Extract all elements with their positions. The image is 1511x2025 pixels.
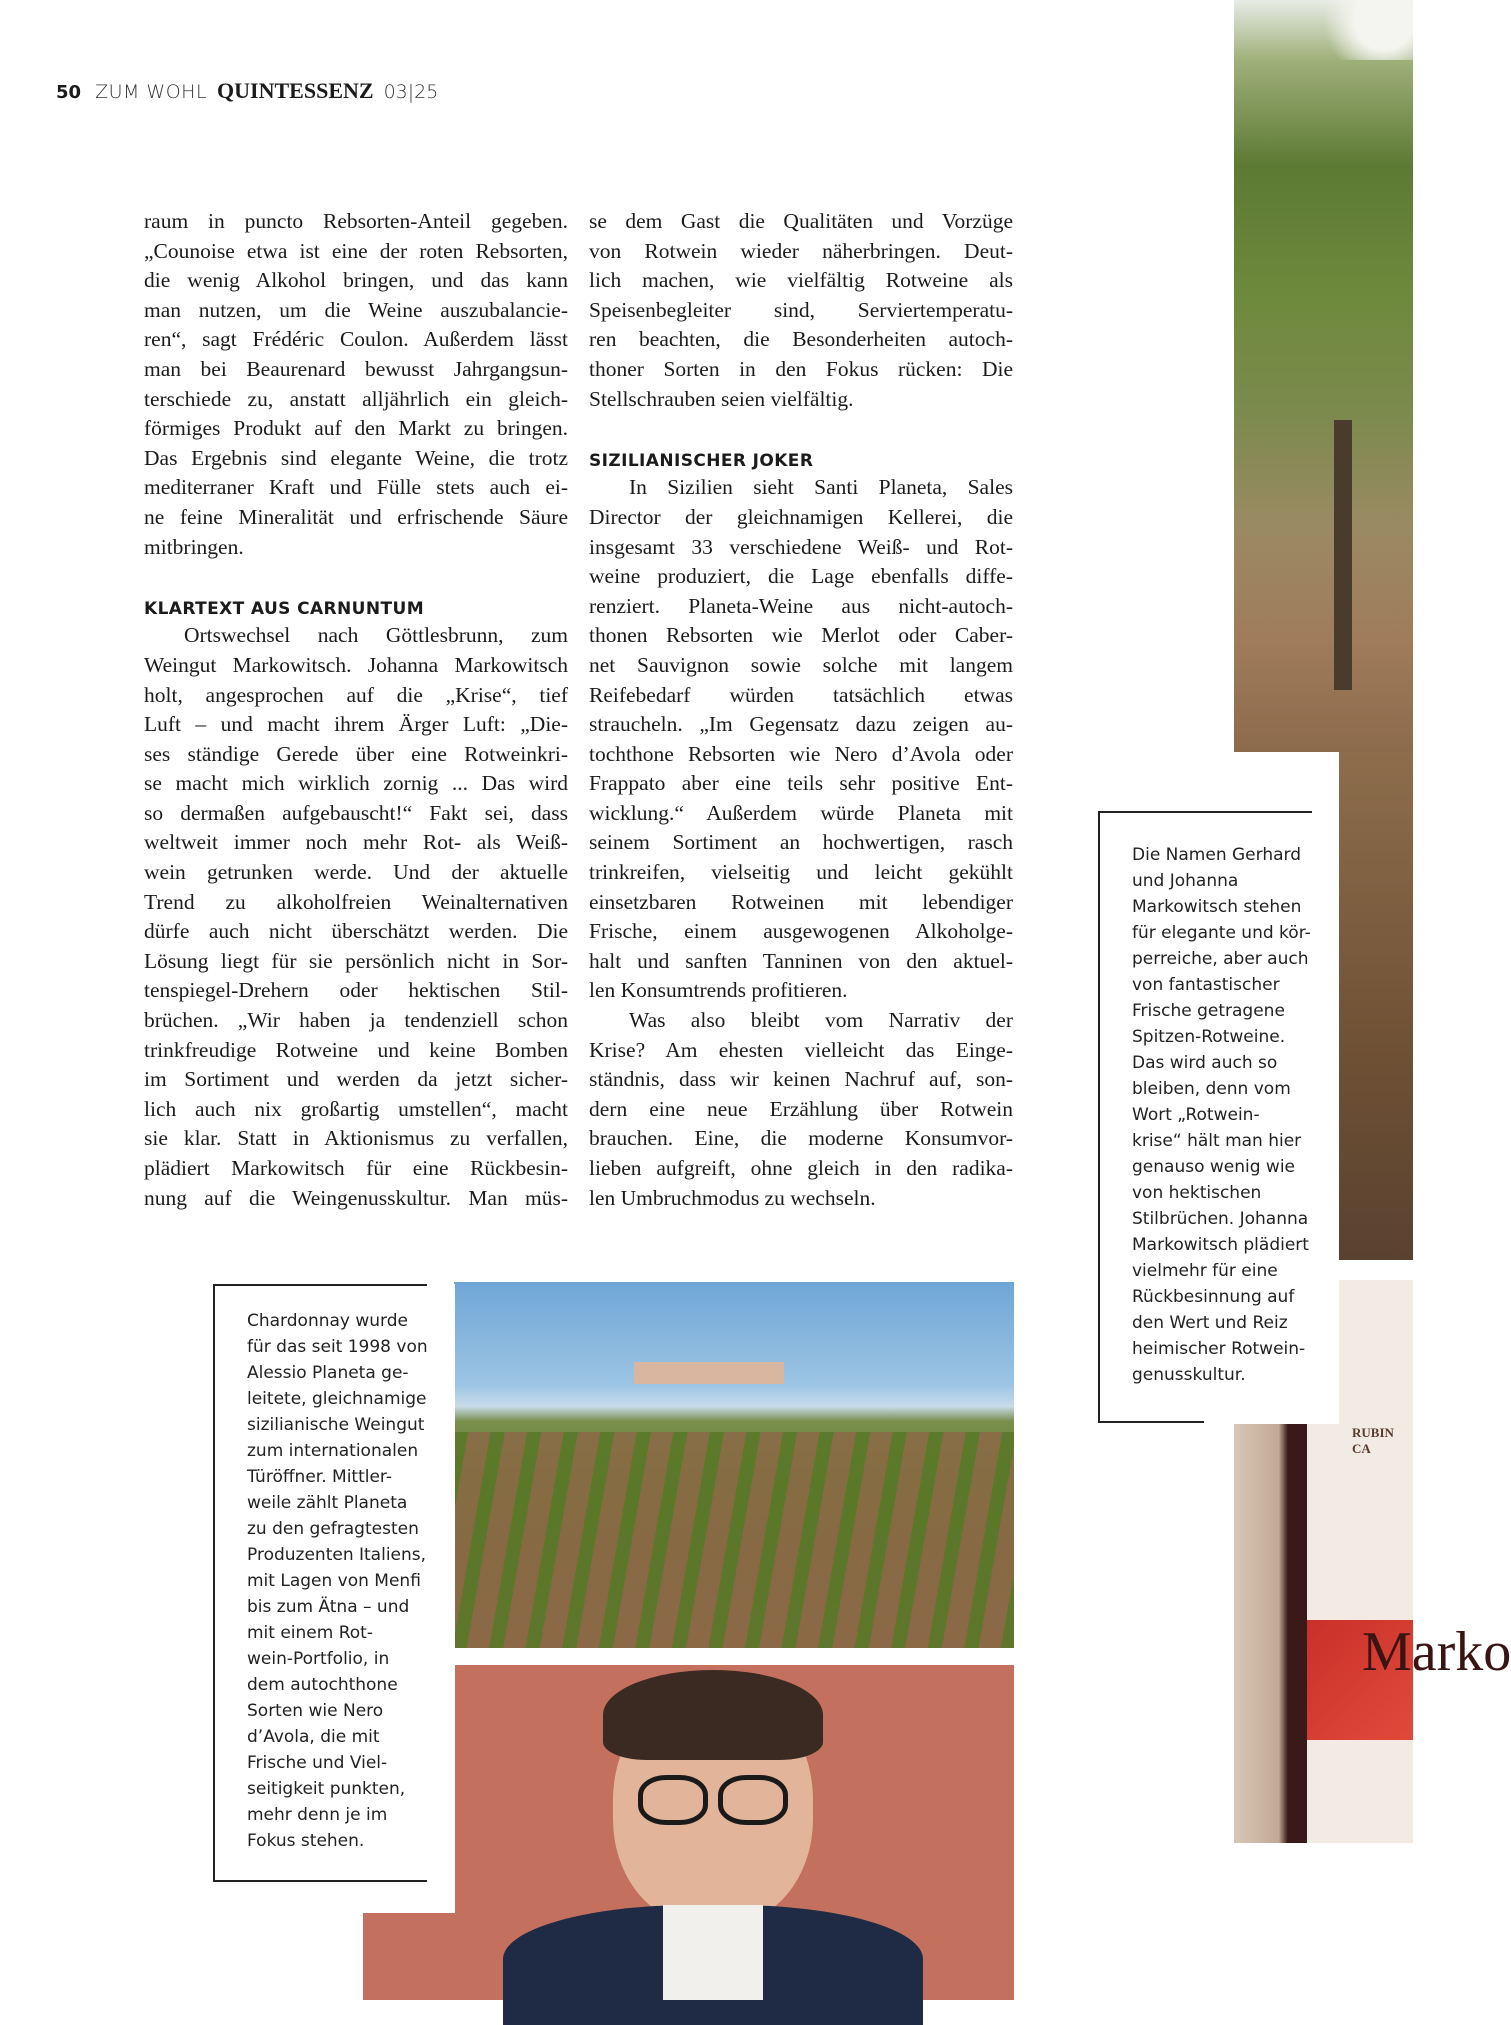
page-number: 50: [56, 82, 82, 103]
text-line: dürfe auch nicht überschätzt werden. Die: [144, 919, 568, 944]
caption-line: zum internationalen: [247, 1441, 419, 1461]
text-line: die wenig Alkohol bringen, und das kann: [144, 268, 568, 293]
santi-planeta-portrait: [363, 1665, 1014, 2000]
text-line: thonen Rebsorten wie Merlot oder Caber-: [589, 623, 1013, 648]
text-line: seinem Sortiment an hochwertigen, rasch: [589, 830, 1013, 855]
issue-number: 03|25: [383, 81, 439, 103]
text-line: einsetzbaren Rotweinen mit lebendiger: [589, 889, 1013, 914]
text-line: plädiert Markowitsch für eine Rückbesin-: [144, 1156, 568, 1180]
caption-line: Markowitsch plädiert: [1132, 1235, 1309, 1255]
caption-box-planeta: [213, 1284, 455, 1913]
caption-line: mehr denn je im: [247, 1805, 388, 1825]
text-line: „Counoise etwa ist eine der roten Rebsorten,: [144, 238, 568, 263]
caption-line: Rückbesinnung auf: [1132, 1287, 1295, 1307]
caption-line: genusskultur.: [1132, 1365, 1246, 1385]
text-line: brauchen. Eine, die moderne Konsumvor-: [589, 1126, 1013, 1151]
text-line: förmiges Produkt auf den Markt zu bringen.: [144, 416, 568, 441]
text-line: ne feine Mineralität und erfrischende Säure: [144, 504, 568, 529]
section-heading: KLARTEXT AUS CARNUNTUM: [144, 598, 425, 619]
caption-line: Die Namen Gerhard: [1132, 845, 1302, 865]
text-line: tenspiegel-Drehern oder hektischen Stil-: [144, 978, 568, 1003]
section-name: ZUM WOHL: [95, 81, 208, 103]
text-line: brüchen. „Wir haben ja tendenziell schon: [144, 1008, 568, 1033]
caption-line: sizilianische Weingut: [247, 1415, 425, 1435]
caption-line: krise“ hält man hier: [1132, 1131, 1302, 1151]
caption-line: von hektischen: [1132, 1183, 1262, 1203]
caption-line: Markowitsch stehen: [1132, 897, 1302, 917]
text-line: mediterraner Kraft und Fülle stets auch ei-: [144, 475, 568, 500]
text-line: ren“, sagt Frédéric Coulon. Außerdem lässt: [144, 327, 568, 352]
text-line: mitbringen.: [144, 534, 244, 559]
text-line: renziert. Planeta-Weine aus nicht-autoch-: [589, 593, 1013, 618]
caption-line: zu den gefragtesten: [247, 1519, 419, 1539]
caption-line: und Johanna: [1132, 871, 1239, 891]
text-line: ses ständige Gerede über eine Rotweinkri-: [144, 741, 568, 766]
text-line: man bei Beaurenard bewusst Jahrgangsun-: [144, 356, 568, 381]
text-line: Luft – und macht ihrem Ärger Luft: „Die-: [144, 712, 568, 737]
vineyard-trees-photo: [1234, 0, 1413, 752]
text-line: insgesamt 33 verschiedene Weiß- und Rot-: [589, 534, 1013, 559]
text-line: lieben aufgreift, ohne gleich in den radika-: [589, 1156, 1013, 1180]
caption-line: Chardonnay wurde: [247, 1311, 408, 1331]
text-line: trinkreifen, vielseitig und leicht gekühlt: [589, 860, 1013, 885]
caption-line: mit Lagen von Menfi: [247, 1571, 421, 1591]
caption-line: vielmehr für eine: [1132, 1261, 1278, 1281]
text-line: Director der gleichnamigen Kellerei, die: [589, 504, 1013, 529]
caption-planeta: [247, 1308, 428, 1854]
bottle-label-top: RUBIN CA: [1352, 1425, 1394, 1456]
caption-line: weile zählt Planeta: [247, 1493, 408, 1513]
caption-line: den Wert und Reiz: [1132, 1313, 1288, 1333]
caption-line: leitete, gleichnamige: [247, 1389, 427, 1409]
text-line: von Rotwein wieder näherbringen. Deut-: [589, 238, 1013, 263]
text-line: terschiede zu, anstatt alljährlich ein gleich-: [144, 386, 568, 411]
text-line: man nutzen, um die Weine auszubalancie-: [144, 297, 568, 322]
spacer: [144, 562, 568, 592]
text-line: Stellschrauben seien vielfältig.: [589, 386, 854, 411]
caption-line: heimischer Rotwein-: [1132, 1339, 1306, 1359]
text-line: Frische, einem ausgewogenen Alkoholge-: [589, 919, 1013, 944]
text-line: lich auch nix großartig umstellen“, macht: [144, 1096, 568, 1121]
text-line: wicklung.“ Außerdem würde Planeta mit: [589, 800, 1013, 825]
text-line: Trend zu alkoholfreien Weinalternativen: [144, 889, 568, 914]
caption-line: perreiche, aber auch: [1132, 949, 1309, 969]
caption-line: genauso wenig wie: [1132, 1157, 1296, 1177]
text-line: nung auf die Weingenusskultur. Man müs-: [144, 1185, 568, 1210]
caption-line: Fokus stehen.: [247, 1831, 365, 1851]
caption-line: Das wird auch so: [1132, 1053, 1278, 1073]
text-line: Speisenbegleiter sind, Serviertemperatu-: [589, 297, 1013, 322]
text-line: ständnis, dass wir keinen Nachruf auf, son-: [589, 1067, 1013, 1092]
caption-line: Türöffner. Mittler-: [247, 1467, 392, 1487]
article-column-1: [144, 207, 568, 1213]
caption-line: seitigkeit punkten,: [247, 1779, 406, 1799]
text-line: straucheln. „Im Gegensatz dazu zeigen au-: [589, 712, 1013, 737]
text-line: Krise? Am ehesten vielleicht das Einge-: [589, 1037, 1013, 1062]
caption-line: bis zum Ätna – und: [247, 1597, 410, 1617]
planeta-vineyard-photo: [454, 1282, 1014, 1648]
text-line: tochthone Rebsorten wie Nero d’Avola oder: [589, 741, 1013, 766]
text-line: raum in puncto Rebsorten-Anteil gegeben.: [144, 209, 568, 233]
caption-line: dem autochthone: [247, 1675, 398, 1695]
text-line: Reifebedarf würden tatsächlich etwas: [589, 682, 1013, 707]
text-line: net Sauvignon sowie solche mit langem: [589, 652, 1013, 677]
text-line: dern eine neue Erzählung über Rotwein: [589, 1096, 1013, 1121]
text-line: se dem Gast die Qualitäten und Vorzüge: [589, 209, 1013, 233]
text-line: wein getrunken werde. Und der aktuelle: [144, 860, 568, 885]
spacer: [589, 414, 1013, 444]
caption-line: d’Avola, die mit: [247, 1727, 380, 1747]
caption-line: Produzenten Italiens,: [247, 1545, 427, 1565]
text-line: thoner Sorten in den Fokus rücken: Die: [589, 356, 1013, 381]
caption-line: Frische und Viel-: [247, 1753, 388, 1773]
caption-line: Spitzen-Rotweine.: [1132, 1027, 1286, 1047]
text-line: Was also bleibt vom Narrativ der: [629, 1008, 1013, 1033]
text-line: halt und sanften Tanninen von den aktuel-: [589, 948, 1013, 973]
running-header: [56, 78, 438, 104]
caption-line: Wort „Rotwein-: [1132, 1105, 1260, 1125]
caption-line: Stilbrüchen. Johanna: [1132, 1209, 1309, 1229]
text-line: weine produziert, die Lage ebenfalls diffe-: [589, 564, 1013, 589]
text-line: so dermaßen aufgebauscht!“ Fakt sei, dass: [144, 800, 568, 825]
text-line: len Umbruchmodus zu wechseln.: [589, 1185, 876, 1210]
text-line: Lösung liegt für sie persönlich nicht in Sor-: [144, 948, 568, 973]
caption-line: mit einem Rot-: [247, 1623, 373, 1643]
caption-line: Sorten wie Nero: [247, 1701, 384, 1721]
text-line: Das Ergebnis sind elegante Weine, die trotz: [144, 445, 568, 470]
caption-markowitsch: [1132, 842, 1311, 1388]
caption-line: Frische getragene: [1132, 1001, 1285, 1021]
text-line: Frappato aber eine teils sehr positive Ent-: [589, 771, 1013, 796]
caption-line: bleiben, denn vom: [1132, 1079, 1291, 1099]
caption-line: Alessio Planeta ge-: [247, 1363, 409, 1383]
caption-line: für das seit 1998 von: [247, 1337, 428, 1357]
text-line: In Sizilien sieht Santi Planeta, Sales: [629, 475, 1013, 500]
text-line: weltweit immer noch mehr Rot- als Weiß-: [144, 830, 568, 855]
caption-line: von fantastischer: [1132, 975, 1280, 995]
section-heading: SIZILIANISCHER JOKER: [589, 450, 814, 471]
caption-line: für elegante und kör-: [1132, 923, 1311, 943]
text-line: sie klar. Statt in Aktionismus zu verfallen,: [144, 1126, 568, 1151]
caption-line: wein-Portfolio, in: [247, 1649, 390, 1669]
text-line: Weingut Markowitsch. Johanna Markowitsch: [144, 652, 568, 677]
text-line: holt, angesprochen auf die „Krise“, tief: [144, 682, 568, 707]
text-line: ren beachten, die Besonderheiten autoch-: [589, 327, 1013, 352]
text-line: Ortswechsel nach Göttlesbrunn, zum: [184, 623, 568, 648]
bottle-label-brand: Marko: [1362, 1621, 1511, 1683]
article-column-2: [589, 207, 1013, 1213]
text-line: lich machen, wie vielfältig Rotweine als: [589, 268, 1013, 293]
text-line: trinkfreudige Rotweine und keine Bomben: [144, 1037, 568, 1062]
text-line: len Konsumtrends profitieren.: [589, 978, 848, 1003]
text-line: se macht mich wirklich zornig ... Das wird: [144, 771, 568, 796]
text-line: im Sortiment und werden da jetzt sicher-: [144, 1067, 568, 1092]
magazine-name: QUINTESSENZ: [217, 78, 374, 103]
caption-box-markowitsch: [1098, 752, 1339, 1424]
vineyard-slope-photo: [1339, 752, 1413, 1260]
